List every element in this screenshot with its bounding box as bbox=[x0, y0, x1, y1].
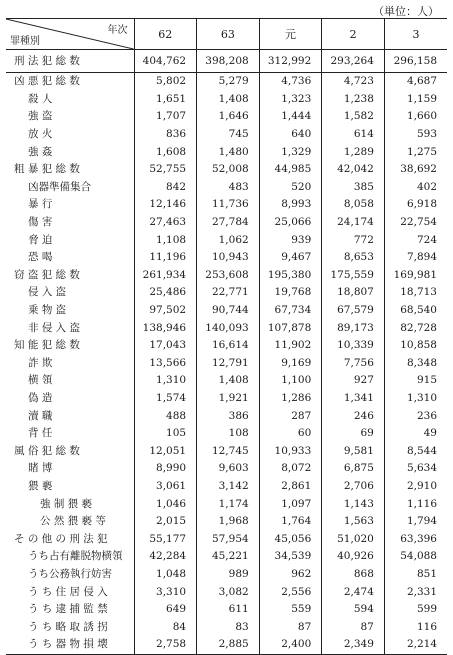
value-cell: 1,329 bbox=[259, 143, 322, 161]
row-label-text: 傷 害 bbox=[28, 216, 53, 229]
value-cell: 2,556 bbox=[259, 583, 322, 601]
value-cell: 11,902 bbox=[259, 337, 322, 355]
row-label bbox=[6, 73, 134, 91]
value-cell: 1,286 bbox=[259, 390, 322, 408]
table-row bbox=[6, 91, 447, 109]
value-cell: 83 bbox=[197, 618, 260, 636]
row-label-text: 刑 法 犯 総 数 bbox=[14, 54, 80, 67]
row-label-text: 瀆 職 bbox=[28, 409, 53, 422]
value-cell: 2,474 bbox=[322, 583, 385, 601]
table-row bbox=[6, 214, 447, 232]
value-cell: 1,660 bbox=[384, 108, 447, 126]
value-cell: 593 bbox=[384, 126, 447, 144]
row-label-text: 侵 入 盗 bbox=[28, 286, 67, 299]
value-cell: 12,745 bbox=[197, 442, 260, 460]
row-label-text: 知 能 犯 総 数 bbox=[14, 339, 80, 352]
table-row bbox=[6, 231, 447, 249]
value-cell: 87 bbox=[259, 618, 322, 636]
row-label-text: 放 火 bbox=[28, 128, 53, 141]
value-cell: 1,574 bbox=[134, 390, 197, 408]
value-cell: 108 bbox=[197, 425, 260, 443]
table-row bbox=[6, 601, 447, 619]
crime-type-header-label: 罪種別 bbox=[10, 36, 40, 47]
row-label-text: う ち 器 物 損 壊 bbox=[28, 638, 108, 651]
value-cell: 3,061 bbox=[134, 478, 197, 496]
value-cell: 4,687 bbox=[384, 73, 447, 91]
row-label-text: うち占有離脱物横領 bbox=[28, 550, 123, 563]
value-cell: 939 bbox=[259, 231, 322, 249]
value-cell: 385 bbox=[322, 179, 385, 197]
value-cell: 842 bbox=[134, 179, 197, 197]
value-cell: 55,177 bbox=[134, 530, 197, 548]
value-cell: 67,579 bbox=[322, 302, 385, 320]
value-cell: 67,734 bbox=[259, 302, 322, 320]
value-cell: 1,444 bbox=[259, 108, 322, 126]
value-cell: 116 bbox=[384, 618, 447, 636]
value-cell: 1,794 bbox=[384, 513, 447, 531]
row-label bbox=[6, 636, 134, 654]
value-cell: 42,042 bbox=[322, 161, 385, 179]
row-label-text: 横 領 bbox=[28, 374, 53, 387]
value-cell: 836 bbox=[134, 126, 197, 144]
row-label-text: 猥 褻 bbox=[28, 479, 53, 492]
row-label bbox=[6, 337, 134, 355]
table-row bbox=[6, 442, 447, 460]
table-row bbox=[6, 372, 447, 390]
value-cell: 24,174 bbox=[322, 214, 385, 232]
value-cell: 27,463 bbox=[134, 214, 197, 232]
value-cell: 18,807 bbox=[322, 284, 385, 302]
table-row bbox=[6, 161, 447, 179]
value-cell: 6,918 bbox=[384, 196, 447, 214]
value-cell: 89,173 bbox=[322, 319, 385, 337]
value-cell: 1,238 bbox=[322, 91, 385, 109]
value-cell: 2,331 bbox=[384, 583, 447, 601]
value-cell: 6,875 bbox=[322, 460, 385, 478]
value-cell: 1,310 bbox=[134, 372, 197, 390]
value-cell: 52,008 bbox=[197, 161, 260, 179]
value-cell: 1,323 bbox=[259, 91, 322, 109]
value-cell: 7,756 bbox=[322, 355, 385, 373]
value-cell: 1,143 bbox=[322, 495, 385, 513]
value-cell: 45,221 bbox=[197, 548, 260, 566]
value-cell: 11,736 bbox=[197, 196, 260, 214]
value-cell: 138,946 bbox=[134, 319, 197, 337]
value-cell: 745 bbox=[197, 126, 260, 144]
table-row bbox=[6, 108, 447, 126]
value-cell: 2,015 bbox=[134, 513, 197, 531]
row-label bbox=[6, 478, 134, 496]
row-label bbox=[6, 601, 134, 619]
table-row bbox=[6, 390, 447, 408]
value-cell: 105 bbox=[134, 425, 197, 443]
table-body bbox=[6, 50, 447, 655]
value-cell: 22,771 bbox=[197, 284, 260, 302]
value-cell: 9,169 bbox=[259, 355, 322, 373]
value-cell: 915 bbox=[384, 372, 447, 390]
table-row bbox=[6, 530, 447, 548]
value-cell: 63,396 bbox=[384, 530, 447, 548]
value-cell: 927 bbox=[322, 372, 385, 390]
value-cell: 7,894 bbox=[384, 249, 447, 267]
value-cell: 2,214 bbox=[384, 636, 447, 654]
header-row bbox=[6, 19, 447, 50]
value-cell: 4,736 bbox=[259, 73, 322, 91]
table-row bbox=[6, 407, 447, 425]
value-cell: 57,954 bbox=[197, 530, 260, 548]
value-cell: 8,653 bbox=[322, 249, 385, 267]
row-label-text: 賭 博 bbox=[28, 462, 53, 475]
value-cell: 8,072 bbox=[259, 460, 322, 478]
row-label bbox=[6, 319, 134, 337]
value-cell: 488 bbox=[134, 407, 197, 425]
row-label-text: う ち 住 居 侵 入 bbox=[28, 585, 108, 598]
value-cell: 9,581 bbox=[322, 442, 385, 460]
value-cell: 962 bbox=[259, 566, 322, 584]
value-cell: 1,408 bbox=[197, 91, 260, 109]
value-cell: 13,566 bbox=[134, 355, 197, 373]
year-header-label: 年次 bbox=[107, 25, 128, 36]
value-cell: 2,758 bbox=[134, 636, 197, 654]
value-cell: 246 bbox=[322, 407, 385, 425]
value-cell: 84 bbox=[134, 618, 197, 636]
row-label bbox=[6, 372, 134, 390]
value-cell: 82,728 bbox=[384, 319, 447, 337]
table-row bbox=[6, 460, 447, 478]
row-label-text: 乗 物 盗 bbox=[28, 304, 67, 317]
year-column-header: 63 bbox=[197, 19, 260, 50]
value-cell: 253,608 bbox=[197, 267, 260, 285]
row-label bbox=[6, 91, 134, 109]
value-cell: 45,056 bbox=[259, 530, 322, 548]
table-row-total bbox=[6, 50, 447, 73]
value-cell: 2,706 bbox=[322, 478, 385, 496]
row-label-text: 背 任 bbox=[28, 427, 53, 440]
table-row bbox=[6, 302, 447, 320]
value-cell: 402 bbox=[384, 179, 447, 197]
value-cell: 1,563 bbox=[322, 513, 385, 531]
value-cell: 520 bbox=[259, 179, 322, 197]
row-label bbox=[6, 161, 134, 179]
value-cell: 27,784 bbox=[197, 214, 260, 232]
value-cell: 1,707 bbox=[134, 108, 197, 126]
row-label-text: う ち 略 取 誘 拐 bbox=[28, 620, 108, 633]
row-label-text: そ の 他 の 刑 法 犯 bbox=[14, 532, 108, 545]
row-label bbox=[6, 407, 134, 425]
row-label bbox=[6, 495, 134, 513]
row-label-text: 公 然 猥 褻 等 bbox=[40, 515, 106, 528]
value-cell: 5,634 bbox=[384, 460, 447, 478]
row-label bbox=[6, 108, 134, 126]
value-cell: 25,486 bbox=[134, 284, 197, 302]
value-cell: 1,289 bbox=[322, 143, 385, 161]
row-label bbox=[6, 284, 134, 302]
value-cell: 10,933 bbox=[259, 442, 322, 460]
row-label-text: 詐 欺 bbox=[28, 356, 53, 369]
value-cell: 2,885 bbox=[197, 636, 260, 654]
value-cell: 87 bbox=[322, 618, 385, 636]
value-cell: 649 bbox=[134, 601, 197, 619]
value-cell: 1,159 bbox=[384, 91, 447, 109]
value-cell: 9,603 bbox=[197, 460, 260, 478]
value-cell: 17,043 bbox=[134, 337, 197, 355]
value-cell: 287 bbox=[259, 407, 322, 425]
value-cell: 989 bbox=[197, 566, 260, 584]
value-cell: 2,349 bbox=[322, 636, 385, 654]
value-cell: 52,755 bbox=[134, 161, 197, 179]
value-cell: 10,943 bbox=[197, 249, 260, 267]
table-row bbox=[6, 636, 447, 654]
value-cell: 1,341 bbox=[322, 390, 385, 408]
value-cell: 140,093 bbox=[197, 319, 260, 337]
row-label bbox=[6, 618, 134, 636]
value-cell: 724 bbox=[384, 231, 447, 249]
row-label bbox=[6, 231, 134, 249]
row-label-text: 暴 行 bbox=[28, 198, 53, 211]
table-row bbox=[6, 583, 447, 601]
table-row bbox=[6, 319, 447, 337]
value-cell: 34,539 bbox=[259, 548, 322, 566]
crime-statistics-table bbox=[6, 18, 447, 655]
value-cell: 1,097 bbox=[259, 495, 322, 513]
value-cell: 868 bbox=[322, 566, 385, 584]
value-cell: 8,348 bbox=[384, 355, 447, 373]
row-label-text: 粗 暴 犯 総 数 bbox=[14, 163, 80, 176]
table-row bbox=[6, 143, 447, 161]
value-cell: 312,992 bbox=[259, 50, 322, 73]
value-cell: 386 bbox=[197, 407, 260, 425]
row-label bbox=[6, 425, 134, 443]
value-cell: 1,646 bbox=[197, 108, 260, 126]
value-cell: 1,046 bbox=[134, 495, 197, 513]
row-label-text: 強 制 猥 褻 bbox=[40, 497, 93, 510]
table-row bbox=[6, 513, 447, 531]
table-row bbox=[6, 284, 447, 302]
value-cell: 60 bbox=[259, 425, 322, 443]
row-label bbox=[6, 548, 134, 566]
value-cell: 640 bbox=[259, 126, 322, 144]
value-cell: 5,279 bbox=[197, 73, 260, 91]
table-row bbox=[6, 425, 447, 443]
value-cell: 1,116 bbox=[384, 495, 447, 513]
value-cell: 1,921 bbox=[197, 390, 260, 408]
row-label-text: 窃 盗 犯 総 数 bbox=[14, 268, 80, 281]
table-row bbox=[6, 126, 447, 144]
table-row bbox=[6, 566, 447, 584]
row-label-text: う ち 逮 捕 監 禁 bbox=[28, 603, 108, 616]
row-label bbox=[6, 196, 134, 214]
value-cell: 2,400 bbox=[259, 636, 322, 654]
value-cell: 1,048 bbox=[134, 566, 197, 584]
row-label bbox=[6, 390, 134, 408]
value-cell: 8,993 bbox=[259, 196, 322, 214]
table-row bbox=[6, 478, 447, 496]
diagonal-header-cell bbox=[6, 19, 134, 50]
row-label-text: 殺 人 bbox=[28, 92, 53, 105]
value-cell: 296,158 bbox=[384, 50, 447, 73]
value-cell: 40,926 bbox=[322, 548, 385, 566]
value-cell: 8,058 bbox=[322, 196, 385, 214]
value-cell: 1,062 bbox=[197, 231, 260, 249]
value-cell: 11,196 bbox=[134, 249, 197, 267]
row-label bbox=[6, 267, 134, 285]
value-cell: 5,802 bbox=[134, 73, 197, 91]
row-label bbox=[6, 214, 134, 232]
row-label-text: 強 姦 bbox=[28, 145, 53, 158]
value-cell: 38,692 bbox=[384, 161, 447, 179]
value-cell: 1,582 bbox=[322, 108, 385, 126]
value-cell: 1,310 bbox=[384, 390, 447, 408]
value-cell: 599 bbox=[384, 601, 447, 619]
row-label bbox=[6, 179, 134, 197]
table-row bbox=[6, 337, 447, 355]
row-label-text: 恐 喝 bbox=[28, 251, 53, 264]
value-cell: 1,764 bbox=[259, 513, 322, 531]
value-cell: 1,275 bbox=[384, 143, 447, 161]
row-label bbox=[6, 302, 134, 320]
value-cell: 90,744 bbox=[197, 302, 260, 320]
table-row bbox=[6, 249, 447, 267]
row-label bbox=[6, 442, 134, 460]
value-cell: 12,051 bbox=[134, 442, 197, 460]
value-cell: 483 bbox=[197, 179, 260, 197]
value-cell: 49 bbox=[384, 425, 447, 443]
value-cell: 107,878 bbox=[259, 319, 322, 337]
row-label bbox=[6, 355, 134, 373]
value-cell: 3,142 bbox=[197, 478, 260, 496]
value-cell: 10,339 bbox=[322, 337, 385, 355]
value-cell: 4,723 bbox=[322, 73, 385, 91]
value-cell: 42,284 bbox=[134, 548, 197, 566]
value-cell: 772 bbox=[322, 231, 385, 249]
value-cell: 8,544 bbox=[384, 442, 447, 460]
row-label bbox=[6, 566, 134, 584]
row-label bbox=[6, 126, 134, 144]
value-cell: 44,985 bbox=[259, 161, 322, 179]
row-label bbox=[6, 50, 134, 73]
row-label-text: うち公務執行妨害 bbox=[28, 567, 112, 580]
value-cell: 614 bbox=[322, 126, 385, 144]
row-label-text: 非 侵 入 盗 bbox=[28, 321, 81, 334]
row-label-text: 凶器準備集合 bbox=[28, 180, 91, 193]
value-cell: 3,310 bbox=[134, 583, 197, 601]
value-cell: 69 bbox=[322, 425, 385, 443]
table-row bbox=[6, 495, 447, 513]
table-row bbox=[6, 73, 447, 91]
value-cell: 404,762 bbox=[134, 50, 197, 73]
year-column-header: 元 bbox=[259, 19, 322, 50]
value-cell: 10,858 bbox=[384, 337, 447, 355]
value-cell: 68,540 bbox=[384, 302, 447, 320]
value-cell: 8,990 bbox=[134, 460, 197, 478]
row-label bbox=[6, 530, 134, 548]
value-cell: 175,559 bbox=[322, 267, 385, 285]
value-cell: 2,861 bbox=[259, 478, 322, 496]
row-label bbox=[6, 583, 134, 601]
year-column-header: 62 bbox=[134, 19, 197, 50]
value-cell: 1,108 bbox=[134, 231, 197, 249]
value-cell: 293,264 bbox=[322, 50, 385, 73]
table-row bbox=[6, 548, 447, 566]
value-cell: 25,066 bbox=[259, 214, 322, 232]
row-label bbox=[6, 460, 134, 478]
value-cell: 2,910 bbox=[384, 478, 447, 496]
value-cell: 169,981 bbox=[384, 267, 447, 285]
row-label-text: 脅 迫 bbox=[28, 233, 53, 246]
value-cell: 195,380 bbox=[259, 267, 322, 285]
value-cell: 1,651 bbox=[134, 91, 197, 109]
table-row bbox=[6, 267, 447, 285]
value-cell: 1,408 bbox=[197, 372, 260, 390]
value-cell: 54,088 bbox=[384, 548, 447, 566]
table-row bbox=[6, 196, 447, 214]
value-cell: 16,614 bbox=[197, 337, 260, 355]
table-row bbox=[6, 355, 447, 373]
value-cell: 18,713 bbox=[384, 284, 447, 302]
row-label bbox=[6, 143, 134, 161]
value-cell: 1,174 bbox=[197, 495, 260, 513]
table-row bbox=[6, 618, 447, 636]
row-label bbox=[6, 249, 134, 267]
value-cell: 1,968 bbox=[197, 513, 260, 531]
value-cell: 51,020 bbox=[322, 530, 385, 548]
row-label-text: 偽 造 bbox=[28, 391, 53, 404]
value-cell: 1,100 bbox=[259, 372, 322, 390]
value-cell: 611 bbox=[197, 601, 260, 619]
row-label-text: 風 俗 犯 総 数 bbox=[14, 444, 80, 457]
value-cell: 1,480 bbox=[197, 143, 260, 161]
value-cell: 594 bbox=[322, 601, 385, 619]
value-cell: 3,082 bbox=[197, 583, 260, 601]
value-cell: 19,768 bbox=[259, 284, 322, 302]
value-cell: 261,934 bbox=[134, 267, 197, 285]
value-cell: 1,608 bbox=[134, 143, 197, 161]
year-column-header: 2 bbox=[322, 19, 385, 50]
value-cell: 9,467 bbox=[259, 249, 322, 267]
year-column-header: 3 bbox=[384, 19, 447, 50]
unit-label: （単位：人） bbox=[373, 5, 439, 18]
value-cell: 851 bbox=[384, 566, 447, 584]
value-cell: 236 bbox=[384, 407, 447, 425]
table-row bbox=[6, 179, 447, 197]
row-label-text: 強 盗 bbox=[28, 110, 53, 123]
value-cell: 398,208 bbox=[197, 50, 260, 73]
value-cell: 12,791 bbox=[197, 355, 260, 373]
value-cell: 97,502 bbox=[134, 302, 197, 320]
value-cell: 22,754 bbox=[384, 214, 447, 232]
row-label-text: 凶 悪 犯 総 数 bbox=[14, 75, 80, 88]
row-label bbox=[6, 513, 134, 531]
value-cell: 559 bbox=[259, 601, 322, 619]
value-cell: 12,146 bbox=[134, 196, 197, 214]
